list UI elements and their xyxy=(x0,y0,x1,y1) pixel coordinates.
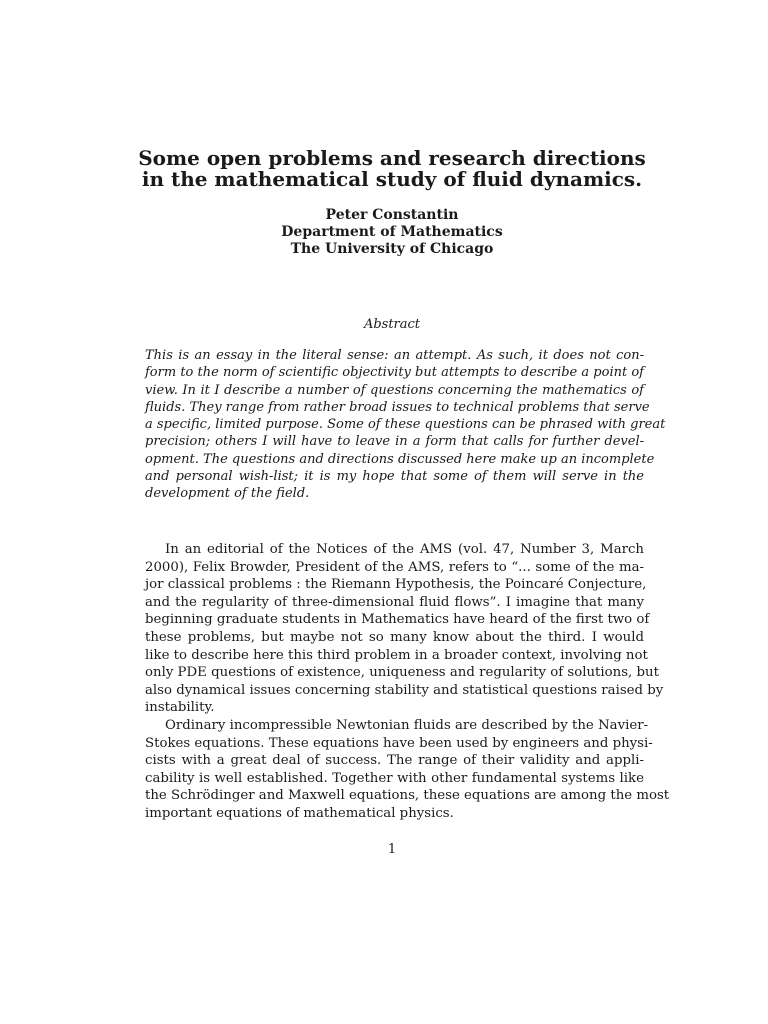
title-line: Some open problems and research directions xyxy=(138,146,646,170)
author-name: Peter Constantin xyxy=(325,207,459,223)
title-line: in the mathematical study of fluid dynamics. xyxy=(141,167,643,191)
abstract-line: precision; others I will have to leave in a form that calls for further devel- xyxy=(145,434,644,450)
abstract-line: and personal wish-list; it is my hope that some of them will serve in the xyxy=(145,469,644,485)
body-line: cists with a great deal of success. The range of their validity and appli- xyxy=(145,753,644,769)
body-line: instability. xyxy=(145,700,215,716)
author-institution: The University of Chicago xyxy=(290,241,494,257)
abstract-line: opment. The questions and directions discussed here make up an incomplete xyxy=(145,451,655,467)
body-text xyxy=(145,541,670,823)
body-line: beginning graduate students in Mathematics have heard of the first two of xyxy=(145,612,650,628)
body-line: Stokes equations. These equations have been used by engineers and physi- xyxy=(145,735,653,751)
body-line: In an editorial of the Notices of the AMS (vol. 47, Number 3, March xyxy=(165,542,644,557)
page-number: 1 xyxy=(387,842,397,857)
body-line: important equations of mathematical physics. xyxy=(145,805,454,821)
abstract-line: This is an essay in the literal sense: an attempt. As such, it does not con- xyxy=(145,348,644,363)
abstract-line: fluids. They range from rather broad issues to technical problems that serve xyxy=(145,399,650,415)
author-block xyxy=(120,207,664,258)
body-line: only PDE questions of existence, uniqueness and regularity of solutions, but xyxy=(145,665,659,681)
abstract-line: development of the field. xyxy=(145,486,310,502)
body-line: and the regularity of three-dimensional fluid flows”. I imagine that many xyxy=(145,594,644,610)
body-line: also dynamical issues concerning stability and statistical questions raised by xyxy=(145,682,664,698)
abstract-line: view. In it I describe a number of questions concerning the mathematics of xyxy=(145,382,644,398)
abstract-line: form to the norm of scientific objectivity but attempts to describe a point of xyxy=(145,365,644,381)
body-line: like to describe here this third problem in a broader context, involving not xyxy=(145,647,648,663)
body-line: 2000), Felix Browder, President of the AMS, refers to “... some of the ma- xyxy=(145,559,644,575)
body-line: jor classical problems : the Riemann Hypothesis, the Poincaré Conjecture, xyxy=(145,577,647,593)
paper-title xyxy=(120,148,664,190)
abstract-text xyxy=(145,347,666,503)
body-line: Ordinary incompressible Newtonian fluids are described by the Navier- xyxy=(165,717,649,733)
abstract-heading: Abstract xyxy=(363,317,421,332)
body-line: these problems, but maybe not so many know about the third. I would xyxy=(145,629,644,645)
paragraph xyxy=(145,717,670,823)
paragraph xyxy=(145,541,664,717)
abstract-line: a specific, limited purpose. Some of these questions can be phrased with great xyxy=(145,417,666,433)
body-line: the Schrödinger and Maxwell equations, these equations are among the most xyxy=(145,788,670,804)
body-line: cability is well established. Together with other fundamental systems like xyxy=(145,770,644,786)
author-department: Department of Mathematics xyxy=(281,224,503,240)
